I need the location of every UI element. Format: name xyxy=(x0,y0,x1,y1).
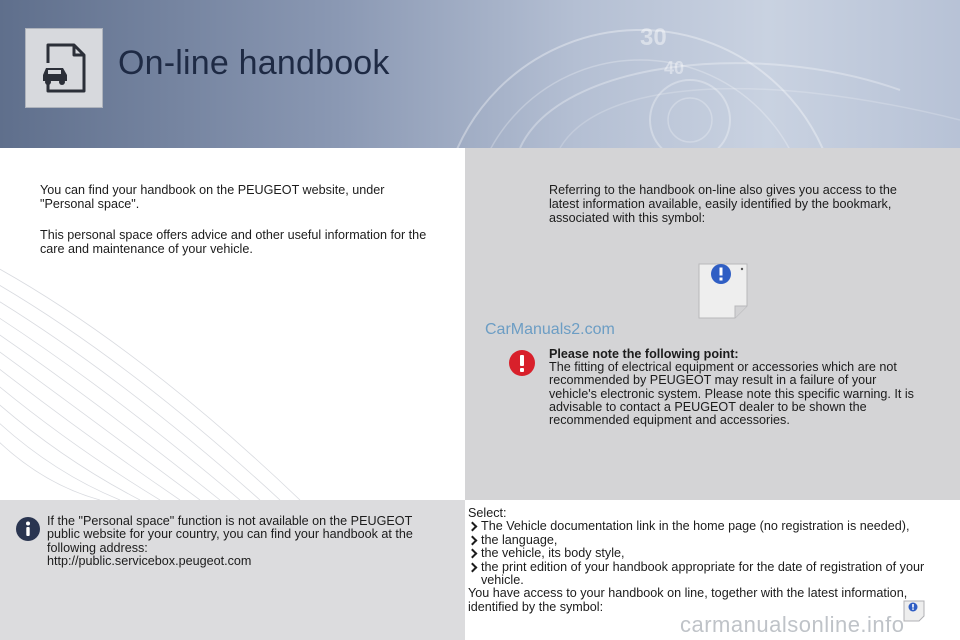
list-item: the vehicle, its body style, xyxy=(468,547,938,560)
select-label: Select: xyxy=(468,506,507,520)
page-title: On-line handbook xyxy=(118,44,390,82)
warning-block xyxy=(549,348,924,427)
info-icon xyxy=(15,516,41,542)
left-column xyxy=(0,148,465,500)
header-banner xyxy=(0,0,960,148)
info-box-message: If the "Personal space" function is not available on the PEUGEOT public website for your country, you can find your handbook at the following address: xyxy=(47,514,413,555)
select-steps-list xyxy=(468,520,938,587)
doc-tile xyxy=(25,28,103,108)
list-item: The Vehicle documentation link in the home page (no registration is needed), xyxy=(468,520,938,533)
warning-exclamation-icon xyxy=(508,349,536,377)
right-panel xyxy=(465,148,960,500)
select-block xyxy=(468,507,938,614)
site-watermark: carmanualsonline.info xyxy=(680,612,905,637)
bookmark-exclamation-icon xyxy=(695,260,753,322)
list-item: the language, xyxy=(468,534,938,547)
footer-text: You have access to your handbook on line, together with the latest information, identified by the symbol: xyxy=(468,586,908,614)
info-box-text xyxy=(47,515,442,569)
bookmark-symbol-icon xyxy=(902,599,928,623)
bookmark-paragraph: Referring to the handbook on-line also gives you access to the latest information available, easily identified by the bookmark, associated with this symbol: xyxy=(549,183,897,225)
personal-space-paragraph: This personal space offers advice and other useful information for the care and maintenance of your vehicle. xyxy=(40,228,427,256)
info-box xyxy=(0,500,465,640)
watermark-text: CarManuals2.com xyxy=(485,321,615,338)
servicebox-url[interactable]: http://public.servicebox.peugeot.com xyxy=(47,554,252,569)
svg-text:30: 30 xyxy=(640,24,667,51)
svg-text:40: 40 xyxy=(664,58,685,78)
list-item: the print edition of your handbook appropriate for the date of registration of your vehicle. xyxy=(468,561,938,588)
warning-text: The fitting of electrical equipment or accessories which are not recommended by PEUGEOT may result in a failure of your vehicle's electronic system. Please note this specific warning. It is advisable to contact a PEUGEOT dealer to be shown the recommended equipment and accessories. xyxy=(549,360,914,428)
intro-paragraph: You can find your handbook on the PEUGEOT website, under "Personal space". xyxy=(40,183,385,211)
car-document-icon xyxy=(36,39,92,97)
warning-title: Please note the following point: xyxy=(549,347,739,361)
